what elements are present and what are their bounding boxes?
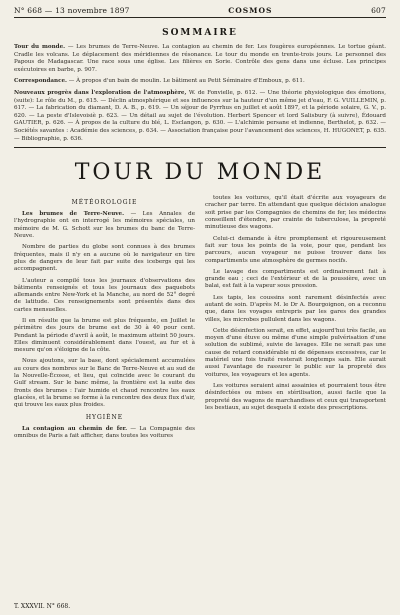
sommaire-paragraph: Tour du monde. — Les brumes de Terre-Neuve. La contagion au chemin de fer. Les fougères européennes. Le tortue géant. Cradle les volcans. Le déplacement des méridiennes de résonance. Le tour du monde en trente-trois jours. Le personnel des Papous de Madagascar. Une race sous une église. Les filières en Sorie. Contrôle des gens dans une écluse. Les principes exécutoires en barbe, p. 907. <box>14 44 386 73</box>
article-paragraph: Il en résulte que la brume est plus fréquente, en Juillet le périmètre des jours de brume est de 30 à 40 pour cent. Pendant la période d'avril à août, le maximum atteint 50 jours. Elles diminuent considérablement dans l'ouest, au fur et à mesure qu'on s'éloigne de la côte. <box>14 317 195 354</box>
article-paragraph: Nous ajoutons, sur la base, dont spécialement accumulées au cours des nombres sur le Banc de Terre-Neuve et au sud de la Nouvelle-Écosse, et lieu, qui coïncide avec le courant du Gulf stream. Sur le banc même, la frontière est la suite des fronts des brumes : l'air humide et chaud rencontre les eaux glacées, et la brume se forme à la rencontre des deux flux d'air, qui trouve les eaux plus froides. <box>14 358 195 409</box>
column-left <box>14 195 195 444</box>
divider <box>14 147 386 148</box>
sommaire-paragraph: Correspondance. — À propos d'un bain de moulin. Le bâtiment au Petit Séminaire d'Emboux, p. 611. <box>14 78 305 85</box>
article-paragraph: Les voitures seraient ainsi assainies et pourraient tous être désinfectées ou mises en stérilisation, aussi facile que la propreté des wagons de marchandises et ceux qui transportent les bestiaux, au sujet desquels il existe des prescriptions. <box>205 382 386 411</box>
page-number: 607 <box>371 6 386 15</box>
article-paragraph: La contagion au chemin de fer. — La Compagnie des omnibus de Paris a fait afficher, dans toutes les voitures <box>14 425 196 439</box>
article-paragraph: L'auteur a compilé tous les journaux d'observations des bâtiments renseignés et tous les journaux des paquebots allemands entre New-York et la Manche, au nord de 52° degré de latitude. Ces renseignements sont présentés dans des cartes mensuelles. <box>14 277 195 313</box>
section-heading: HYGIÈNE <box>85 413 124 421</box>
article-columns <box>14 195 386 444</box>
article-paragraph: Les brumes de Terre-Neuve. — Les Annales de l'hydrographie ont en interrogé les mémoires spéciales, un mémoire de M. G. Schott sur les brumes du banc de Terre-Neuve. <box>14 211 196 240</box>
page <box>14 6 386 610</box>
sommaire <box>14 44 386 143</box>
article-paragraph: Celui-ci demande à être promptement et rigoureusement fait sur tous les points de la voie, pour que, pendant les parcours, aucun voyageur ne puisse trouver dans les compartiments une atmosphère de germes nocifs. <box>205 235 386 264</box>
running-header <box>14 6 386 18</box>
article-paragraph: Nombre de parties du globe sont connues à des brumes fréquentes, mais il n'y en a aucune où le navigateur en tire plus de dangers de leur fait par suite des icebergs qui les accompagnent. <box>14 244 195 273</box>
main-title: TOUR DU MONDE <box>74 160 326 186</box>
article-paragraph: Cette désinfection serait, en effet, aujourd'hui très facile, au moyen d'une étuve ou même d'une simple pulvérisation d'une solution de sublimé, suivie de lavages. Elle ne serait pas une cause de retard considérable ni de dépenses excessives, car le matériel une fois traité resterait longtemps sain. Elle aurait aussi l'avantage de rassurer le public sur la propreté des voitures, les voyageurs et les agents. <box>205 327 386 378</box>
footer-volume: T. XXXVII. N° 668. <box>14 603 71 610</box>
article-paragraph: Le lavage des compartiments est ordinairement fait à grande eau ; ceci de l'extérieur et de la poussière, avec un balai, est fait à la vapeur sous pression. <box>205 268 386 290</box>
article-title: Les brumes de Terre-Neuve. <box>22 211 125 218</box>
article-paragraph: Les tapis, les coussins sont rarement désinfectés avec autant de soin. D'après M. le Dr A. Bourgoignon, on a reconnu que, dans les voyages entrepris par les gares des grandes villes, les microbes pullulent dans les wagons. <box>205 294 386 323</box>
section-heading: MÉTÉOROLOGIE <box>71 199 138 207</box>
sommaire-title: SOMMAIRE <box>162 28 238 38</box>
journal-title: COSMOS <box>228 6 273 15</box>
article-paragraph: toutes les voitures, qu'il était d'écrite aux voyageurs de cracher par terre. En attendant que quelque décision analogue soit prise par les Compagnies de chemins de fer, les médecins conseillent d'étendre, par crainte de tuberculose, la propreté minutieuse des wagons. <box>205 195 386 231</box>
article-title: La contagion au chemin de fer. <box>22 425 128 432</box>
column-right <box>205 195 386 444</box>
issue-number: N° 668 — 13 novembre 1897 <box>14 6 130 15</box>
sommaire-paragraph: Nouveaux progrès dans l'exploration de l'atmosphère, W. de Fonvielle, p. 612. — Une théorie physiologique des émotions, (suite): Le rôle du M., p. 615. — Déclin atmosphérique et ses influences sur la hauteur d'un même jet d'eau, F. G. VUILLEMIN, p. 617. — La fabrication du diamant, D. A. B., p. 619. — Un séjour de Pyrrhus en juillet et août 1897, et la période solaire, G. V., p. 620. — La peste d'Islevoisiè p. 623. — Un détail au sujet de l'évolution. Herbert Spencer et lord Salisbury (à suivre), Édouard GAUTIER, p. 626. — À propos de la culture du blé, L. Esclangon, p. 630. — L'alchimie persane et indienne, Berthelot, p. 632. — Sociétés savantes : Académie des sciences, p. 634. — Association française pour l'avancement des sciences, H. HUGONET, p. 635. — Bibliographie, p. 636. <box>14 89 386 142</box>
